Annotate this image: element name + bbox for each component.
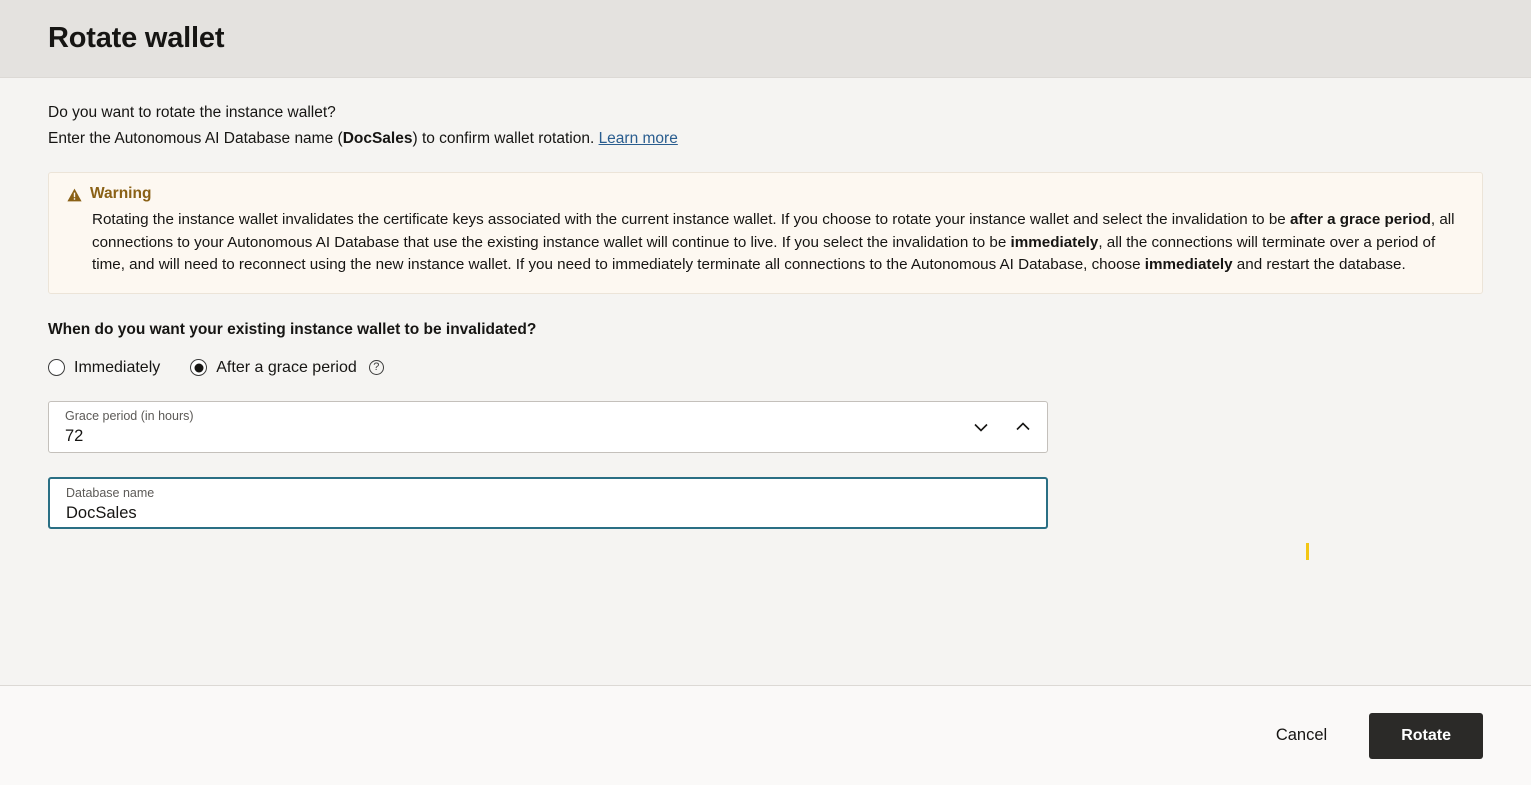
grace-period-input[interactable] (65, 424, 938, 448)
radio-label-after-grace-period: After a grace period (216, 358, 357, 376)
warning-text-part-4: and restart the database. (1232, 256, 1406, 273)
intro-suffix: ) to confirm wallet rotation. (412, 130, 599, 147)
radio-mark-immediately[interactable] (48, 359, 65, 376)
warning-text (67, 209, 1464, 277)
warning-text-part-2: , all connections to your Autonomous AI Database that use the existing instance wallet will continue to live. If you select the invalidation to be (92, 211, 1455, 251)
warning-bold-3: immediately (1144, 256, 1233, 273)
warning-header (67, 185, 1464, 203)
chevron-up-icon[interactable] (1013, 417, 1033, 437)
warning-text-part-3: , all the connections will terminate over a period of time, and will need to reconnect using the new instance wallet. If you need to immediately terminate all connections to the Autonomous AI Database, choose (92, 233, 1436, 273)
radio-mark-after-grace-period[interactable] (190, 359, 207, 376)
intro-db-name: DocSales (342, 130, 413, 147)
grace-period-label: Grace period (in hours) (65, 408, 194, 423)
page-title: Rotate wallet (48, 22, 225, 54)
warning-label: Warning (90, 185, 152, 202)
dialog-header (0, 0, 1531, 78)
warning-banner (48, 172, 1483, 294)
invalidation-question-label: When do you want your existing instance wallet to be invalidated? (48, 320, 537, 338)
database-name-field[interactable] (48, 477, 1048, 529)
dialog-footer (0, 685, 1531, 785)
intro-prefix: Enter the Autonomous AI Database name ( (48, 130, 343, 147)
rotate-button[interactable]: Rotate (1369, 713, 1483, 759)
text-caret-marker (1306, 543, 1309, 560)
cancel-button[interactable]: Cancel (1262, 716, 1341, 755)
grace-period-stepper (971, 402, 1033, 452)
radio-option-immediately[interactable] (48, 359, 160, 377)
warning-text-part-1: Rotating the instance wallet invalidates the certificate keys associated with the current instance wallet. If you choose to rotate your instance wallet and select the invalidation to be (92, 211, 1290, 228)
warning-triangle-icon (67, 188, 82, 202)
radio-option-after-grace-period[interactable] (190, 359, 384, 377)
grace-period-field[interactable] (48, 401, 1048, 453)
database-name-label: Database name (66, 485, 155, 500)
chevron-down-icon[interactable] (971, 417, 991, 437)
invalidation-radio-group (48, 359, 1483, 377)
warning-bold-1: after a grace period (1289, 211, 1431, 228)
intro-line-2 (48, 126, 1483, 152)
warning-bold-2: immediately (1010, 233, 1099, 251)
learn-more-link[interactable]: Learn more (598, 130, 678, 147)
radio-label-immediately: Immediately (74, 358, 161, 376)
dialog-body (0, 78, 1531, 685)
database-name-input[interactable] (66, 501, 937, 525)
grace-period-field-wrapper (48, 401, 1048, 453)
help-icon[interactable]: ? (369, 360, 384, 375)
intro-line-1: Do you want to rotate the instance wallet? (48, 104, 336, 121)
